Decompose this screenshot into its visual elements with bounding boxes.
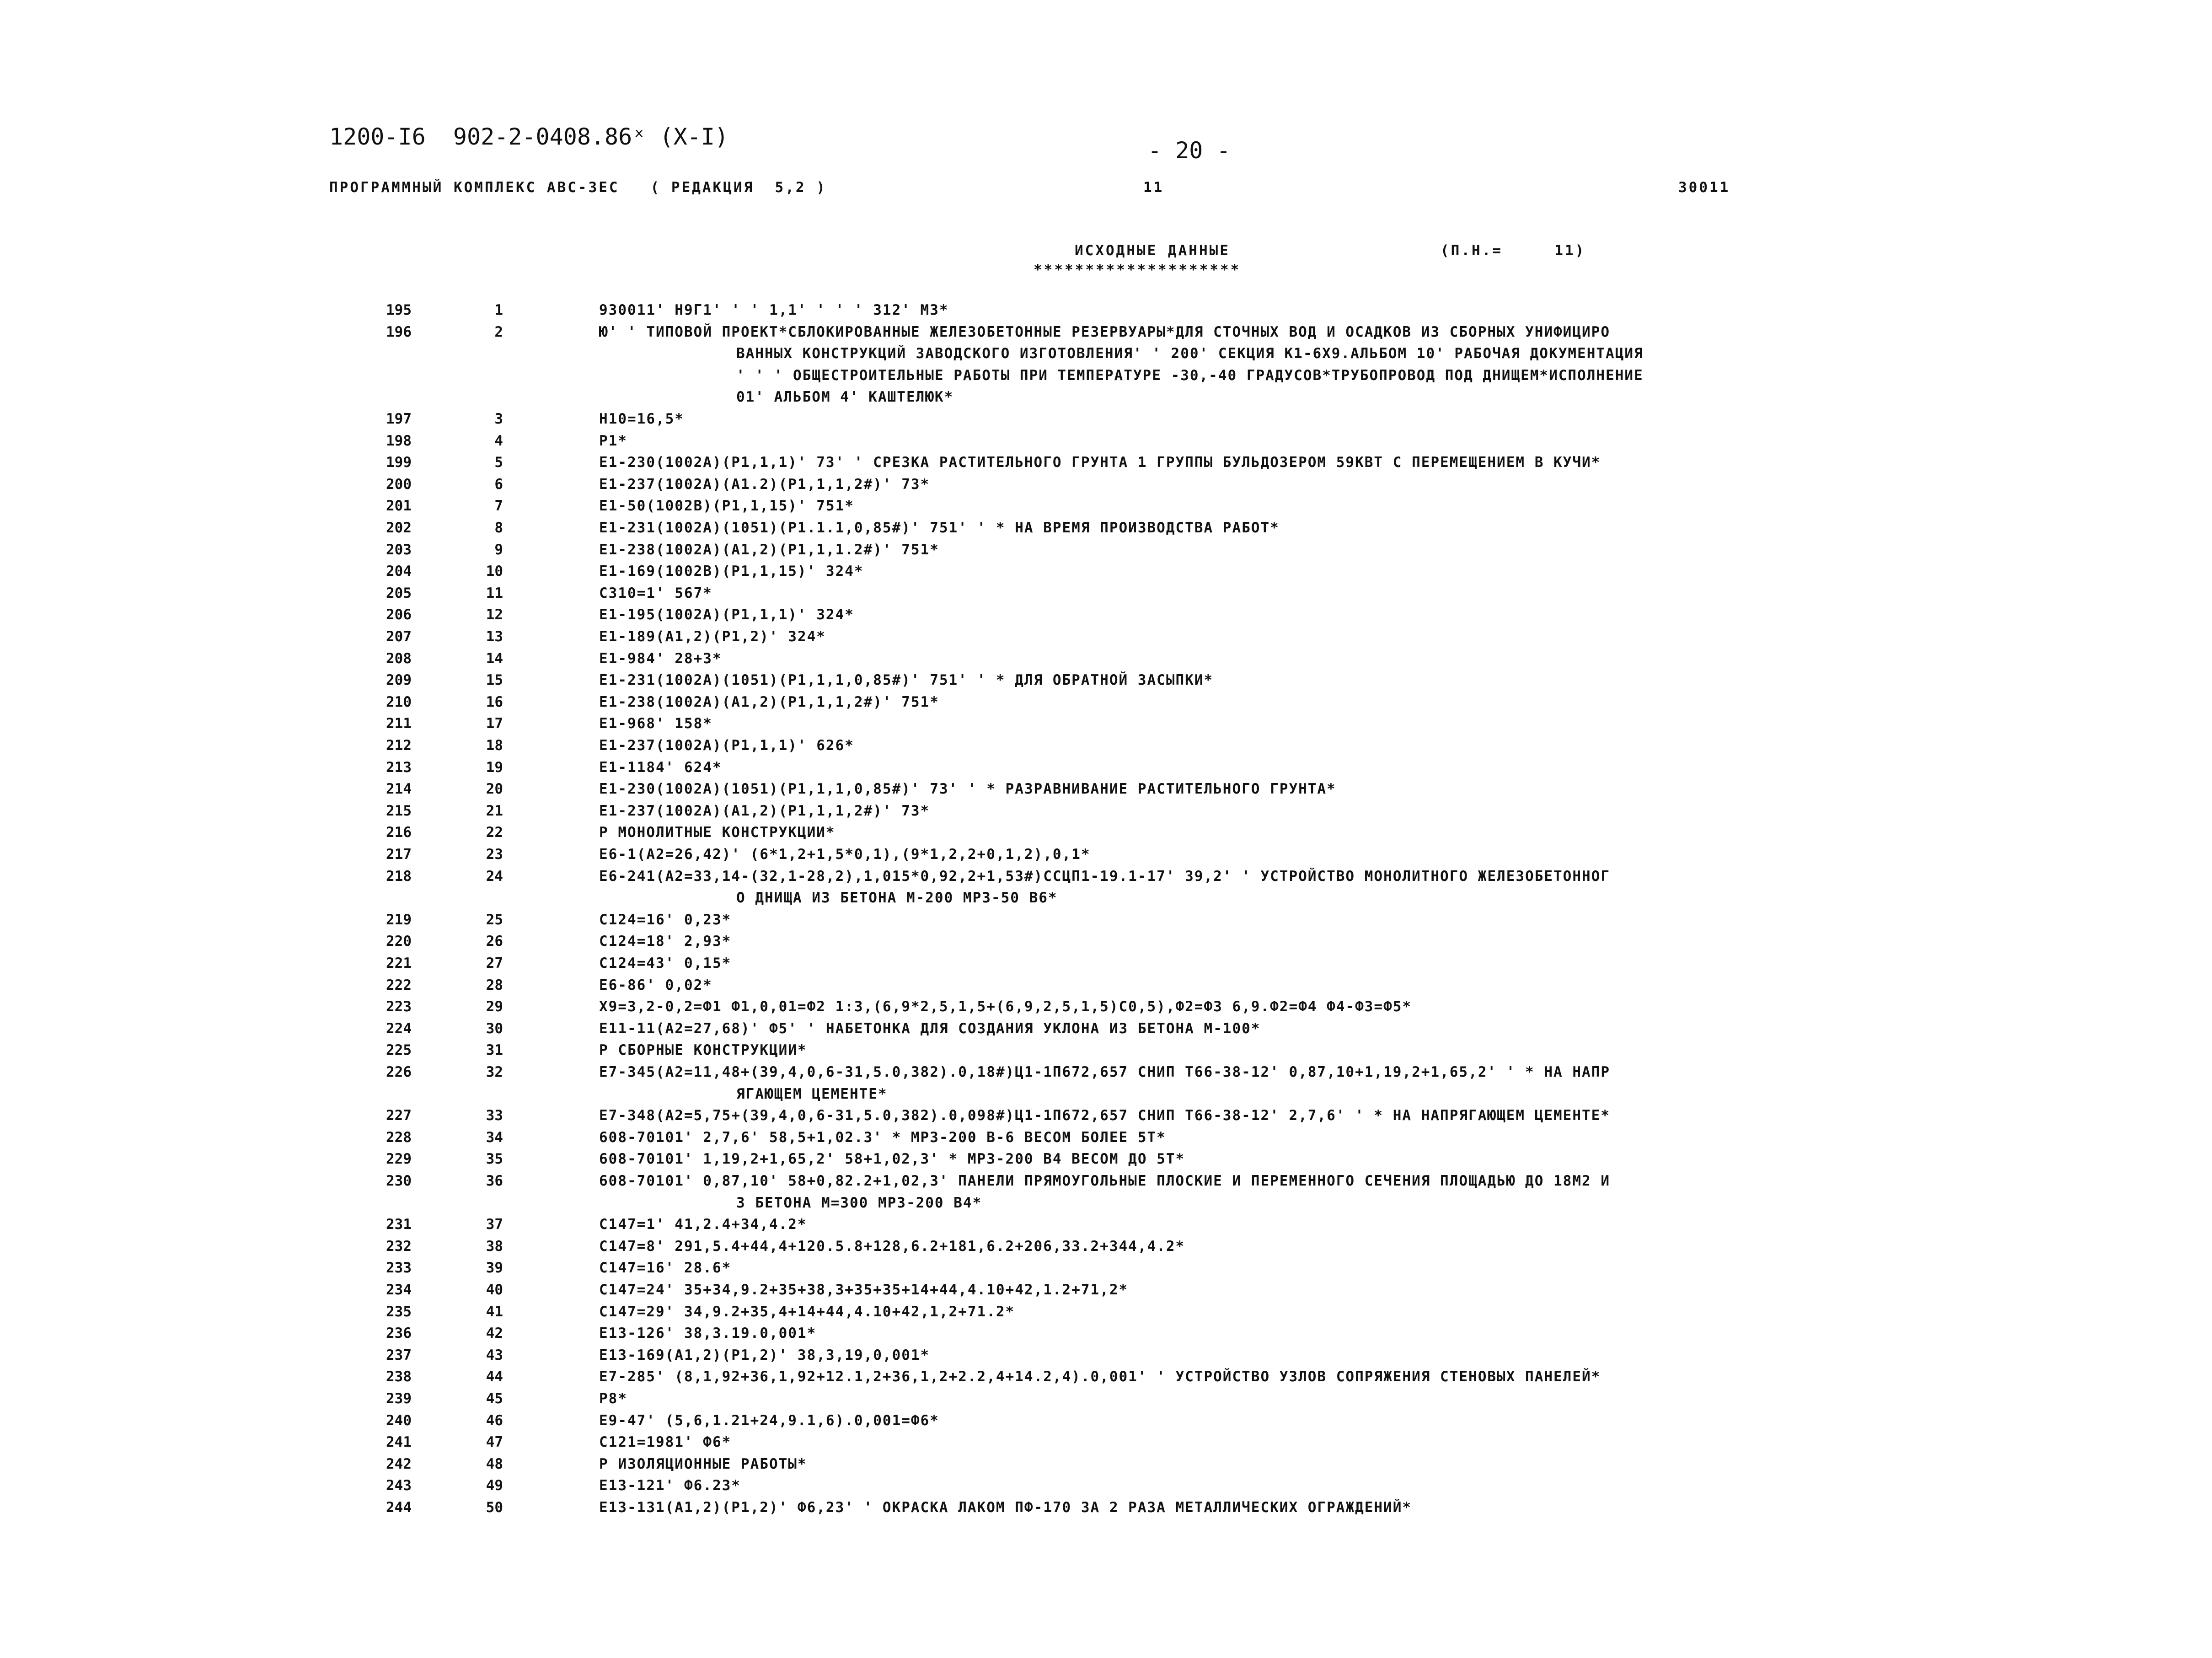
row-line-number: 239 [386,1390,412,1407]
row-text: 608-70101' 1,19,2+1,65,2' 58+1,02,3' * МРЗ-200 В4 ВЕСОМ ДО 5Т* [599,1151,1185,1168]
listing-row [0,324,2212,346]
listing-row [0,1020,2212,1042]
row-text: Е1-169(1002В)(Р1,1,15)' 324* [599,563,864,580]
listing-row [0,912,2212,934]
listing-row [0,1304,2212,1325]
row-line-number: 233 [386,1260,412,1277]
row-line-number: 209 [386,672,412,689]
row-text: С121=1981' Ф6* [599,1434,732,1451]
row-item-number: 2 [494,323,503,340]
row-item-number: 34 [486,1129,503,1146]
listing-row-continuation [0,1195,2212,1217]
row-line-number: 217 [386,846,412,863]
row-text: С124=16' 0,23* [599,911,732,928]
row-line-number: 201 [386,498,412,515]
listing-row [0,1238,2212,1260]
row-text: С124=18' 2,93* [599,933,732,950]
row-item-number: 14 [486,650,503,667]
row-item-number: 20 [486,781,503,798]
row-text: С147=29' 34,9.2+35,4+14+44,4.10+42,1,2+71.2* [599,1303,1015,1320]
row-text: С310=1' 567* [599,585,712,601]
row-item-number: 44 [486,1368,503,1385]
row-line-number: 206 [386,606,412,623]
row-text-continuation: ' ' ' ОБЩЕСТРОИТЕЛЬНЫЕ РАБОТЫ ПРИ ТЕМПЕРАТУРЕ -30,-40 ГРАДУСОВ*ТРУБОПРОВОД ПОД ДНИЩЕМ*ИСПОЛНЕНИЕ [736,367,1644,384]
row-item-number: 5 [494,454,503,471]
row-line-number: 204 [386,563,412,580]
listing-row [0,1260,2212,1282]
row-line-number: 218 [386,868,412,885]
listing-row [0,1477,2212,1499]
row-item-number: 8 [494,520,503,536]
listing-row-continuation [0,389,2212,411]
row-text: Р8* [599,1390,627,1407]
row-text: Е13-121' Ф6.23* [599,1477,741,1494]
row-line-number: 240 [386,1412,412,1429]
row-text-continuation: 01' АЛЬБОМ 4' КАШТЕЛЮК* [736,389,954,406]
listing-row [0,868,2212,890]
row-text: Е1-230(1002А)(1051)(Р1,1,1,0,85#)' 73' ' * РАЗРАВНИВАНИЕ РАСТИТЕЛЬНОГО ГРУНТА* [599,781,1336,798]
row-text: Е11-11(А2=27,68)' Ф5' ' НАБЕТОНКА ДЛЯ СОЗДАНИЯ УКЛОНА ИЗ БЕТОНА М-100* [599,1020,1261,1037]
listing-row [0,846,2212,868]
row-item-number: 18 [486,737,503,754]
row-text: Е6-1(А2=26,42)' (6*1,2+1,5*0,1),(9*1,2,2+0,1,2),0,1* [599,846,1091,863]
row-text: Е1-189(А1,2)(Р1,2)' 324* [599,628,826,645]
row-item-number: 48 [486,1455,503,1472]
row-line-number: 205 [386,585,412,601]
row-line-number: 232 [386,1238,412,1255]
row-text: С147=24' 35+34,9.2+35+38,3+35+35+14+44,4.10+42,1.2+71,2* [599,1282,1129,1298]
listing-row [0,1412,2212,1434]
row-item-number: 16 [486,693,503,710]
row-line-number: 199 [386,454,412,471]
listing-row [0,542,2212,563]
page-number: - 20 - [1148,137,1231,164]
row-text: Ю' ' ТИПОВОЙ ПРОЕКТ*СБЛОКИРОВАННЫЕ ЖЕЛЕЗОБЕТОННЫЕ РЕЗЕРВУАРЫ*ДЛЯ СТОЧНЫХ ВОД И ОСАДКОВ ИЗ СБОРНЫХ УНИФИЦИРО [599,323,1611,340]
row-item-number: 7 [494,498,503,515]
row-line-number: 222 [386,977,412,993]
row-text: Н10=16,5* [599,411,684,427]
row-item-number: 49 [486,1477,503,1494]
listing-row-continuation [0,890,2212,912]
listing-row-continuation [0,367,2212,389]
row-item-number: 25 [486,911,503,928]
row-line-number: 216 [386,824,412,841]
row-text: Е1-231(1002А)(1051)(Р1.1.1,0,85#)' 751' ' * НА ВРЕМЯ ПРОИЗВОДСТВА РАБОТ* [599,520,1280,536]
row-item-number: 19 [486,759,503,776]
row-line-number: 214 [386,781,412,798]
row-text: Е1-238(1002А)(А1,2)(Р1,1,1,2#)' 751* [599,693,939,710]
row-line-number: 230 [386,1173,412,1189]
listing-row [0,628,2212,650]
row-text: Е1-237(1002А)(Р1,1,1)' 626* [599,737,854,754]
row-text: С147=1' 41,2.4+34,4.2* [599,1216,807,1233]
listing-row [0,1151,2212,1173]
row-text: Е1-230(1002А)(Р1,1,1)' 73' ' СРЕЗКА РАСТИТЕЛЬНОГО ГРУНТА 1 ГРУППЫ БУЛЬДОЗЕРОМ 59КВТ С ПЕРЕМЕЩЕНИЕМ В КУЧИ* [599,454,1601,471]
listing-row [0,715,2212,737]
row-line-number: 195 [386,302,412,318]
listing-row [0,737,2212,759]
listing-row [0,1282,2212,1304]
listing-row [0,955,2212,977]
row-item-number: 46 [486,1412,503,1429]
listing-row [0,803,2212,825]
row-text: Е1-237(1002А)(А1.2)(Р1,1,1,2#)' 73* [599,476,930,493]
listing-row [0,1107,2212,1129]
row-item-number: 36 [486,1173,503,1189]
listing-row [0,977,2212,999]
row-item-number: 43 [486,1347,503,1363]
row-line-number: 237 [386,1347,412,1363]
listing-row [0,650,2212,672]
row-item-number: 11 [486,585,503,601]
row-text: Р1* [599,432,627,449]
row-item-number: 30 [486,1020,503,1037]
header-code-right: 30011 [1678,179,1730,196]
row-line-number: 244 [386,1499,412,1516]
row-text-continuation: О ДНИЩА ИЗ БЕТОНА М-200 МРЗ-50 В6* [736,890,1058,907]
row-line-number: 207 [386,628,412,645]
listing-row [0,1173,2212,1195]
row-line-number: 196 [386,323,412,340]
row-text: 930011' Н9Г1' ' ' 1,1' ' ' ' 312' М3* [599,302,949,318]
listing-row [0,781,2212,803]
row-text: Р МОНОЛИТНЫЕ КОНСТРУКЦИИ* [599,824,836,841]
row-line-number: 243 [386,1477,412,1494]
row-item-number: 35 [486,1151,503,1168]
row-text: Е1-195(1002А)(Р1,1,1)' 324* [599,606,854,623]
row-text: Е1-231(1002А)(1051)(Р1,1,1,0,85#)' 751' ' * ДЛЯ ОБРАТНОЙ ЗАСЫПКИ* [599,672,1214,689]
row-item-number: 31 [486,1042,503,1059]
row-line-number: 208 [386,650,412,667]
listing-row-continuation [0,1086,2212,1108]
row-item-number: 28 [486,977,503,993]
row-item-number: 37 [486,1216,503,1233]
listing-row [0,1434,2212,1456]
row-line-number: 197 [386,411,412,427]
row-line-number: 226 [386,1064,412,1080]
section-ref: (П.Н.= 11) [1441,242,1586,259]
row-text: С124=43' 0,15* [599,955,732,971]
row-item-number: 15 [486,672,503,689]
listing-row [0,824,2212,846]
row-text: Е1-984' 28+3* [599,650,722,667]
row-text: Е13-169(А1,2)(Р1,2)' 38,3,19,0,001* [599,1347,930,1363]
row-text-continuation: ЯГАЮЩЕМ ЦЕМЕНТЕ* [736,1085,888,1102]
row-item-number: 40 [486,1282,503,1298]
row-item-number: 24 [486,868,503,885]
listing-row [0,1216,2212,1238]
row-item-number: 47 [486,1434,503,1451]
listing-row [0,606,2212,628]
row-line-number: 224 [386,1020,412,1037]
section-title: ИСХОДНЫЕ ДАННЫЕ [1075,242,1230,259]
row-item-number: 3 [494,411,503,427]
row-text: Е1-238(1002А)(А1,2)(Р1,1,1.2#)' 751* [599,541,939,558]
document-code: 1200-I6 902-2-0408.86ˣ (X-I) [329,123,728,150]
listing-row [0,1064,2212,1086]
row-text: Е7-345(А2=11,48+(39,4,0,6-31,5.0,382).0,18#)Ц1-1П672,657 СНИП Т66-38-12' 0,87,10+1,19,2+1,65,2' ' * НА НАПР [599,1064,1611,1080]
listing-row [0,1042,2212,1064]
row-line-number: 242 [386,1455,412,1472]
row-text: Е6-241(А2=33,14-(32,1-28,2),1,015*0,92,2+1,53#)ССЦП1-19.1-17' 39,2' ' УСТРОЙСТВО МОНОЛИТНОГО ЖЕЛЕЗОБЕТОННОГ [599,868,1611,885]
listing-row [0,454,2212,476]
row-text: Е1-1184' 624* [599,759,722,776]
section-title-underline: ******************** [1034,262,1241,278]
row-item-number: 33 [486,1107,503,1124]
row-item-number: 27 [486,955,503,971]
row-item-number: 41 [486,1303,503,1320]
row-item-number: 9 [494,541,503,558]
row-text: С147=8' 291,5.4+44,4+120.5.8+128,6.2+181,6.2+206,33.2+344,4.2* [599,1238,1185,1255]
row-line-number: 202 [386,520,412,536]
listing-row [0,1499,2212,1521]
row-text: Е1-968' 158* [599,715,712,732]
row-item-number: 6 [494,476,503,493]
row-text: Е9-47' (5,6,1.21+24,9.1,6).0,001=Ф6* [599,1412,939,1429]
row-item-number: 21 [486,802,503,819]
row-item-number: 13 [486,628,503,645]
header-code-center: 11 [1143,179,1164,196]
row-line-number: 198 [386,432,412,449]
row-item-number: 4 [494,432,503,449]
row-item-number: 45 [486,1390,503,1407]
row-line-number: 203 [386,541,412,558]
row-line-number: 241 [386,1434,412,1451]
row-line-number: 234 [386,1282,412,1298]
row-item-number: 38 [486,1238,503,1255]
row-line-number: 219 [386,911,412,928]
listing-row [0,498,2212,520]
row-text: Е13-126' 38,3.19.0,001* [599,1325,817,1342]
program-complex-label: ПРОГРАММНЫЙ КОМПЛЕКС АВС-ЗЕС ( РЕДАКЦИЯ 5,2 ) [329,179,827,196]
row-text: Е6-86' 0,02* [599,977,712,993]
row-text-continuation: З БЕТОНА М=300 МРЗ-200 В4* [736,1194,982,1211]
row-line-number: 223 [386,998,412,1015]
row-text: 608-70101' 0,87,10' 58+0,82.2+1,02,3' ПАНЕЛИ ПРЯМОУГОЛЬНЫЕ ПЛОСКИЕ И ПЕРЕМЕННОГО СЕЧЕНИЯ ПЛОЩАДЬЮ ДО 18М2 И [599,1173,1611,1189]
row-line-number: 235 [386,1303,412,1320]
row-line-number: 228 [386,1129,412,1146]
row-line-number: 211 [386,715,412,732]
row-text: С147=16' 28.6* [599,1260,732,1277]
listing-row [0,433,2212,455]
row-item-number: 22 [486,824,503,841]
listing-row [0,1456,2212,1478]
listing-row [0,520,2212,542]
row-item-number: 1 [494,302,503,318]
listing-row [0,1368,2212,1390]
row-line-number: 229 [386,1151,412,1168]
row-line-number: 238 [386,1368,412,1385]
row-text: Е7-348(А2=5,75+(39,4,0,6-31,5.0,382).0,098#)Ц1-1П672,657 СНИП Т66-38-12' 2,7,6' ' * НА НАПРЯГАЮЩЕМ ЦЕМЕНТЕ* [599,1107,1611,1124]
row-line-number: 221 [386,955,412,971]
listing-row [0,563,2212,585]
row-text-continuation: ВАННЫХ КОНСТРУКЦИЙ ЗАВОДСКОГО ИЗГОТОВЛЕНИЯ' ' 200' СЕКЦИЯ К1-6Х9.АЛЬБОМ 10' РАБОЧАЯ ДОКУМЕНТАЦИЯ [736,345,1644,362]
row-item-number: 10 [486,563,503,580]
listing-row [0,411,2212,433]
row-text: Е1-237(1002А)(А1,2)(Р1,1,1,2#)' 73* [599,802,930,819]
listing-row [0,672,2212,694]
listing-row [0,933,2212,955]
row-text: Е13-131(А1,2)(Р1,2)' Ф6,23' ' ОКРАСКА ЛАКОМ ПФ-170 ЗА 2 РАЗА МЕТАЛЛИЧЕСКИХ ОГРАЖДЕНИЙ* [599,1499,1412,1516]
row-item-number: 26 [486,933,503,950]
row-line-number: 236 [386,1325,412,1342]
row-line-number: 213 [386,759,412,776]
listing-row [0,476,2212,498]
row-text: Р ИЗОЛЯЦИОННЫЕ РАБОТЫ* [599,1455,807,1472]
listing-row-continuation [0,345,2212,367]
row-text: Е7-285' (8,1,92+36,1,92+12.1,2+36,1,2+2.2,4+14.2,4).0,001' ' УСТРОЙСТВО УЗЛОВ СОПРЯЖЕНИЯ СТЕНОВЫХ ПАНЕЛЕЙ* [599,1368,1601,1385]
row-item-number: 12 [486,606,503,623]
row-line-number: 231 [386,1216,412,1233]
listing-row [0,759,2212,781]
listing-row [0,302,2212,324]
row-item-number: 42 [486,1325,503,1342]
row-item-number: 17 [486,715,503,732]
row-item-number: 39 [486,1260,503,1277]
row-line-number: 210 [386,693,412,710]
row-line-number: 212 [386,737,412,754]
listing-row [0,1390,2212,1412]
listing-row [0,1347,2212,1369]
row-item-number: 23 [486,846,503,863]
row-line-number: 220 [386,933,412,950]
row-text: Р СБОРНЫЕ КОНСТРУКЦИИ* [599,1042,807,1059]
listing-row [0,694,2212,716]
row-line-number: 215 [386,802,412,819]
row-item-number: 32 [486,1064,503,1080]
row-item-number: 50 [486,1499,503,1516]
listing-row [0,998,2212,1020]
listing-row [0,1129,2212,1151]
listing-row [0,585,2212,607]
row-line-number: 200 [386,476,412,493]
row-item-number: 29 [486,998,503,1015]
row-text: Х9=3,2-0,2=Ф1 Ф1,0,01=Ф2 1:3,(6,9*2,5,1,5+(6,9,2,5,1,5)С0,5),Ф2=Ф3 6,9.Ф2=Ф4 Ф4-Ф3=Ф5* [599,998,1412,1015]
listing-row [0,1325,2212,1347]
row-text: Е1-50(1002В)(Р1,1,15)' 751* [599,498,854,515]
row-text: 608-70101' 2,7,6' 58,5+1,02.3' * МРЗ-200 В-6 ВЕСОМ БОЛЕЕ 5Т* [599,1129,1166,1146]
row-line-number: 225 [386,1042,412,1059]
row-line-number: 227 [386,1107,412,1124]
